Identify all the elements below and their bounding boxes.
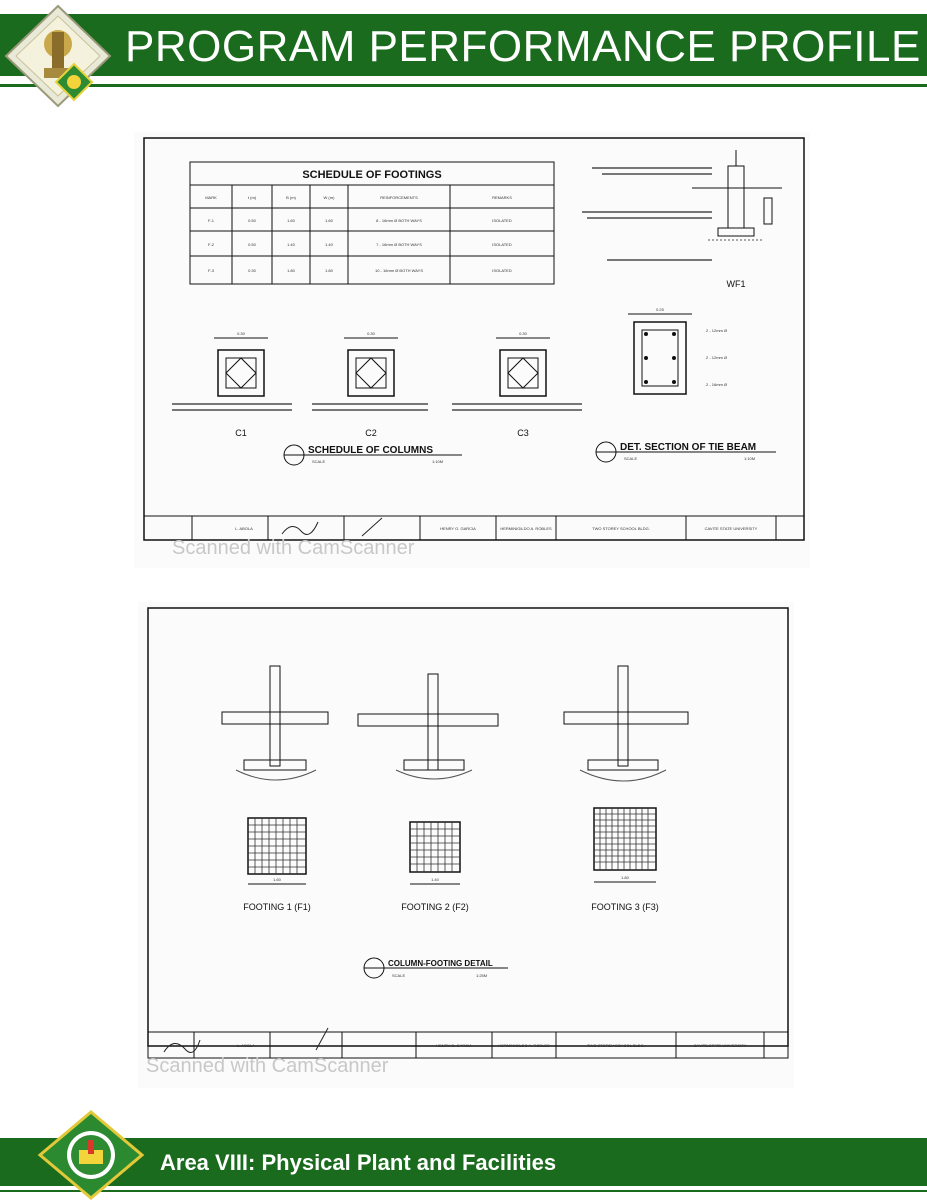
table-cell: 1.80	[287, 268, 295, 273]
svg-text:DET. SECTION OF TIE BEAM: DET. SECTION OF TIE BEAM	[620, 442, 757, 453]
table-header: W (m)	[323, 195, 335, 200]
table-cell: 1.60	[325, 218, 333, 223]
table-header: MARK	[205, 195, 217, 200]
svg-text:TWO STOREY SCHOOL BLDG.: TWO STOREY SCHOOL BLDG.	[587, 1043, 645, 1048]
table-cell: ISOLATED	[492, 218, 512, 223]
table-cell: ISOLATED	[492, 268, 512, 273]
table-title: SCHEDULE OF FOOTINGS	[302, 169, 442, 181]
table-cell: 10 - 16mm Ø BOTH WAYS	[374, 268, 424, 273]
svg-text:L. ABOLA: L. ABOLA	[235, 526, 253, 531]
table-cell: 1.60	[287, 218, 295, 223]
table-cell: 8 - 16mm Ø BOTH WAYS	[376, 218, 422, 223]
svg-text:SCALE: SCALE	[312, 459, 326, 464]
tie-beam-bars: 2 - 12mm Ø	[706, 355, 728, 360]
table-header: B (m)	[286, 195, 296, 200]
section-title: Area VIII: Physical Plant and Facilities	[160, 1150, 557, 1175]
table-cell: 1.40	[325, 242, 333, 247]
tie-beam-dim: 0.25	[656, 307, 664, 312]
table-header: t (m)	[247, 195, 257, 200]
scan-watermark: Scanned with CamScanner	[172, 537, 415, 559]
table-cell: 1.80	[325, 268, 333, 273]
svg-text:1:25M: 1:25M	[476, 973, 488, 978]
table-cell: 7 - 16mm Ø BOTH WAYS	[376, 242, 422, 247]
svg-text:SCALE: SCALE	[392, 973, 406, 978]
svg-text:HERMINIGILDO A. ROBLES: HERMINIGILDO A. ROBLES	[498, 1043, 550, 1048]
table-cell: F-1	[208, 218, 214, 223]
footing-label: FOOTING 1 (F1)	[243, 902, 311, 912]
tie-beam-bars: 2 - 12mm Ø	[706, 328, 728, 333]
svg-text:1.60: 1.60	[273, 877, 281, 882]
column-dim: 0.30	[519, 331, 527, 336]
university-logo	[2, 2, 114, 110]
table-header: REINFORCEMENTS	[380, 195, 418, 200]
scan-watermark: Scanned with CamScanner	[146, 1055, 389, 1077]
table-cell: F-3	[208, 268, 214, 273]
tie-beam-bars: 2 - 16mm Ø	[706, 382, 728, 387]
column-label: C1	[235, 428, 247, 438]
table-cell: 0.30	[248, 268, 256, 273]
column-label: C3	[517, 428, 529, 438]
column-dim: 0.30	[237, 331, 245, 336]
svg-text:L. ABOLA: L. ABOLA	[237, 1043, 255, 1048]
column-label: C2	[365, 428, 377, 438]
svg-text:HERMINIGILDO A. ROBLES: HERMINIGILDO A. ROBLES	[500, 526, 552, 531]
footing-label: FOOTING 2 (F2)	[401, 902, 469, 912]
table-cell: 0.50	[248, 218, 256, 223]
footing-label: FOOTING 3 (F3)	[591, 902, 659, 912]
table-cell: 1.40	[287, 242, 295, 247]
table-header: REMARKS	[492, 195, 512, 200]
wall-footing-label: WF1	[726, 279, 746, 289]
structural-sheet-footings-columns	[132, 130, 812, 570]
svg-text:1.40: 1.40	[431, 877, 439, 882]
svg-text:HENRY O. GARCIA: HENRY O. GARCIA	[440, 526, 476, 531]
svg-text:SCALE: SCALE	[624, 456, 638, 461]
svg-text:COLUMN-FOOTING DETAIL: COLUMN-FOOTING DETAIL	[388, 959, 493, 968]
header-divider	[0, 84, 927, 87]
svg-text:1:10M: 1:10M	[744, 456, 756, 461]
column-dim: 0.30	[367, 331, 375, 336]
svg-text:TWO STOREY SCHOOL BLDG.: TWO STOREY SCHOOL BLDG.	[592, 526, 650, 531]
svg-text:SCHEDULE OF COLUMNS: SCHEDULE OF COLUMNS	[308, 445, 433, 456]
structural-sheet-column-footing	[136, 600, 796, 1090]
svg-text:1.80: 1.80	[621, 875, 629, 880]
page-title: PROGRAM PERFORMANCE PROFILE	[125, 22, 921, 71]
table-cell: F-2	[208, 242, 214, 247]
table-cell: ISOLATED	[492, 242, 512, 247]
svg-text:CAVITE STATE UNIVERSITY: CAVITE STATE UNIVERSITY	[704, 526, 758, 531]
svg-text:CAVITE STATE UNIVERSITY: CAVITE STATE UNIVERSITY	[693, 1043, 747, 1048]
svg-text:1:10M: 1:10M	[432, 459, 444, 464]
university-seal-logo	[36, 1110, 146, 1200]
svg-text:HENRY O. GARCIA: HENRY O. GARCIA	[436, 1043, 472, 1048]
table-cell: 0.50	[248, 242, 256, 247]
